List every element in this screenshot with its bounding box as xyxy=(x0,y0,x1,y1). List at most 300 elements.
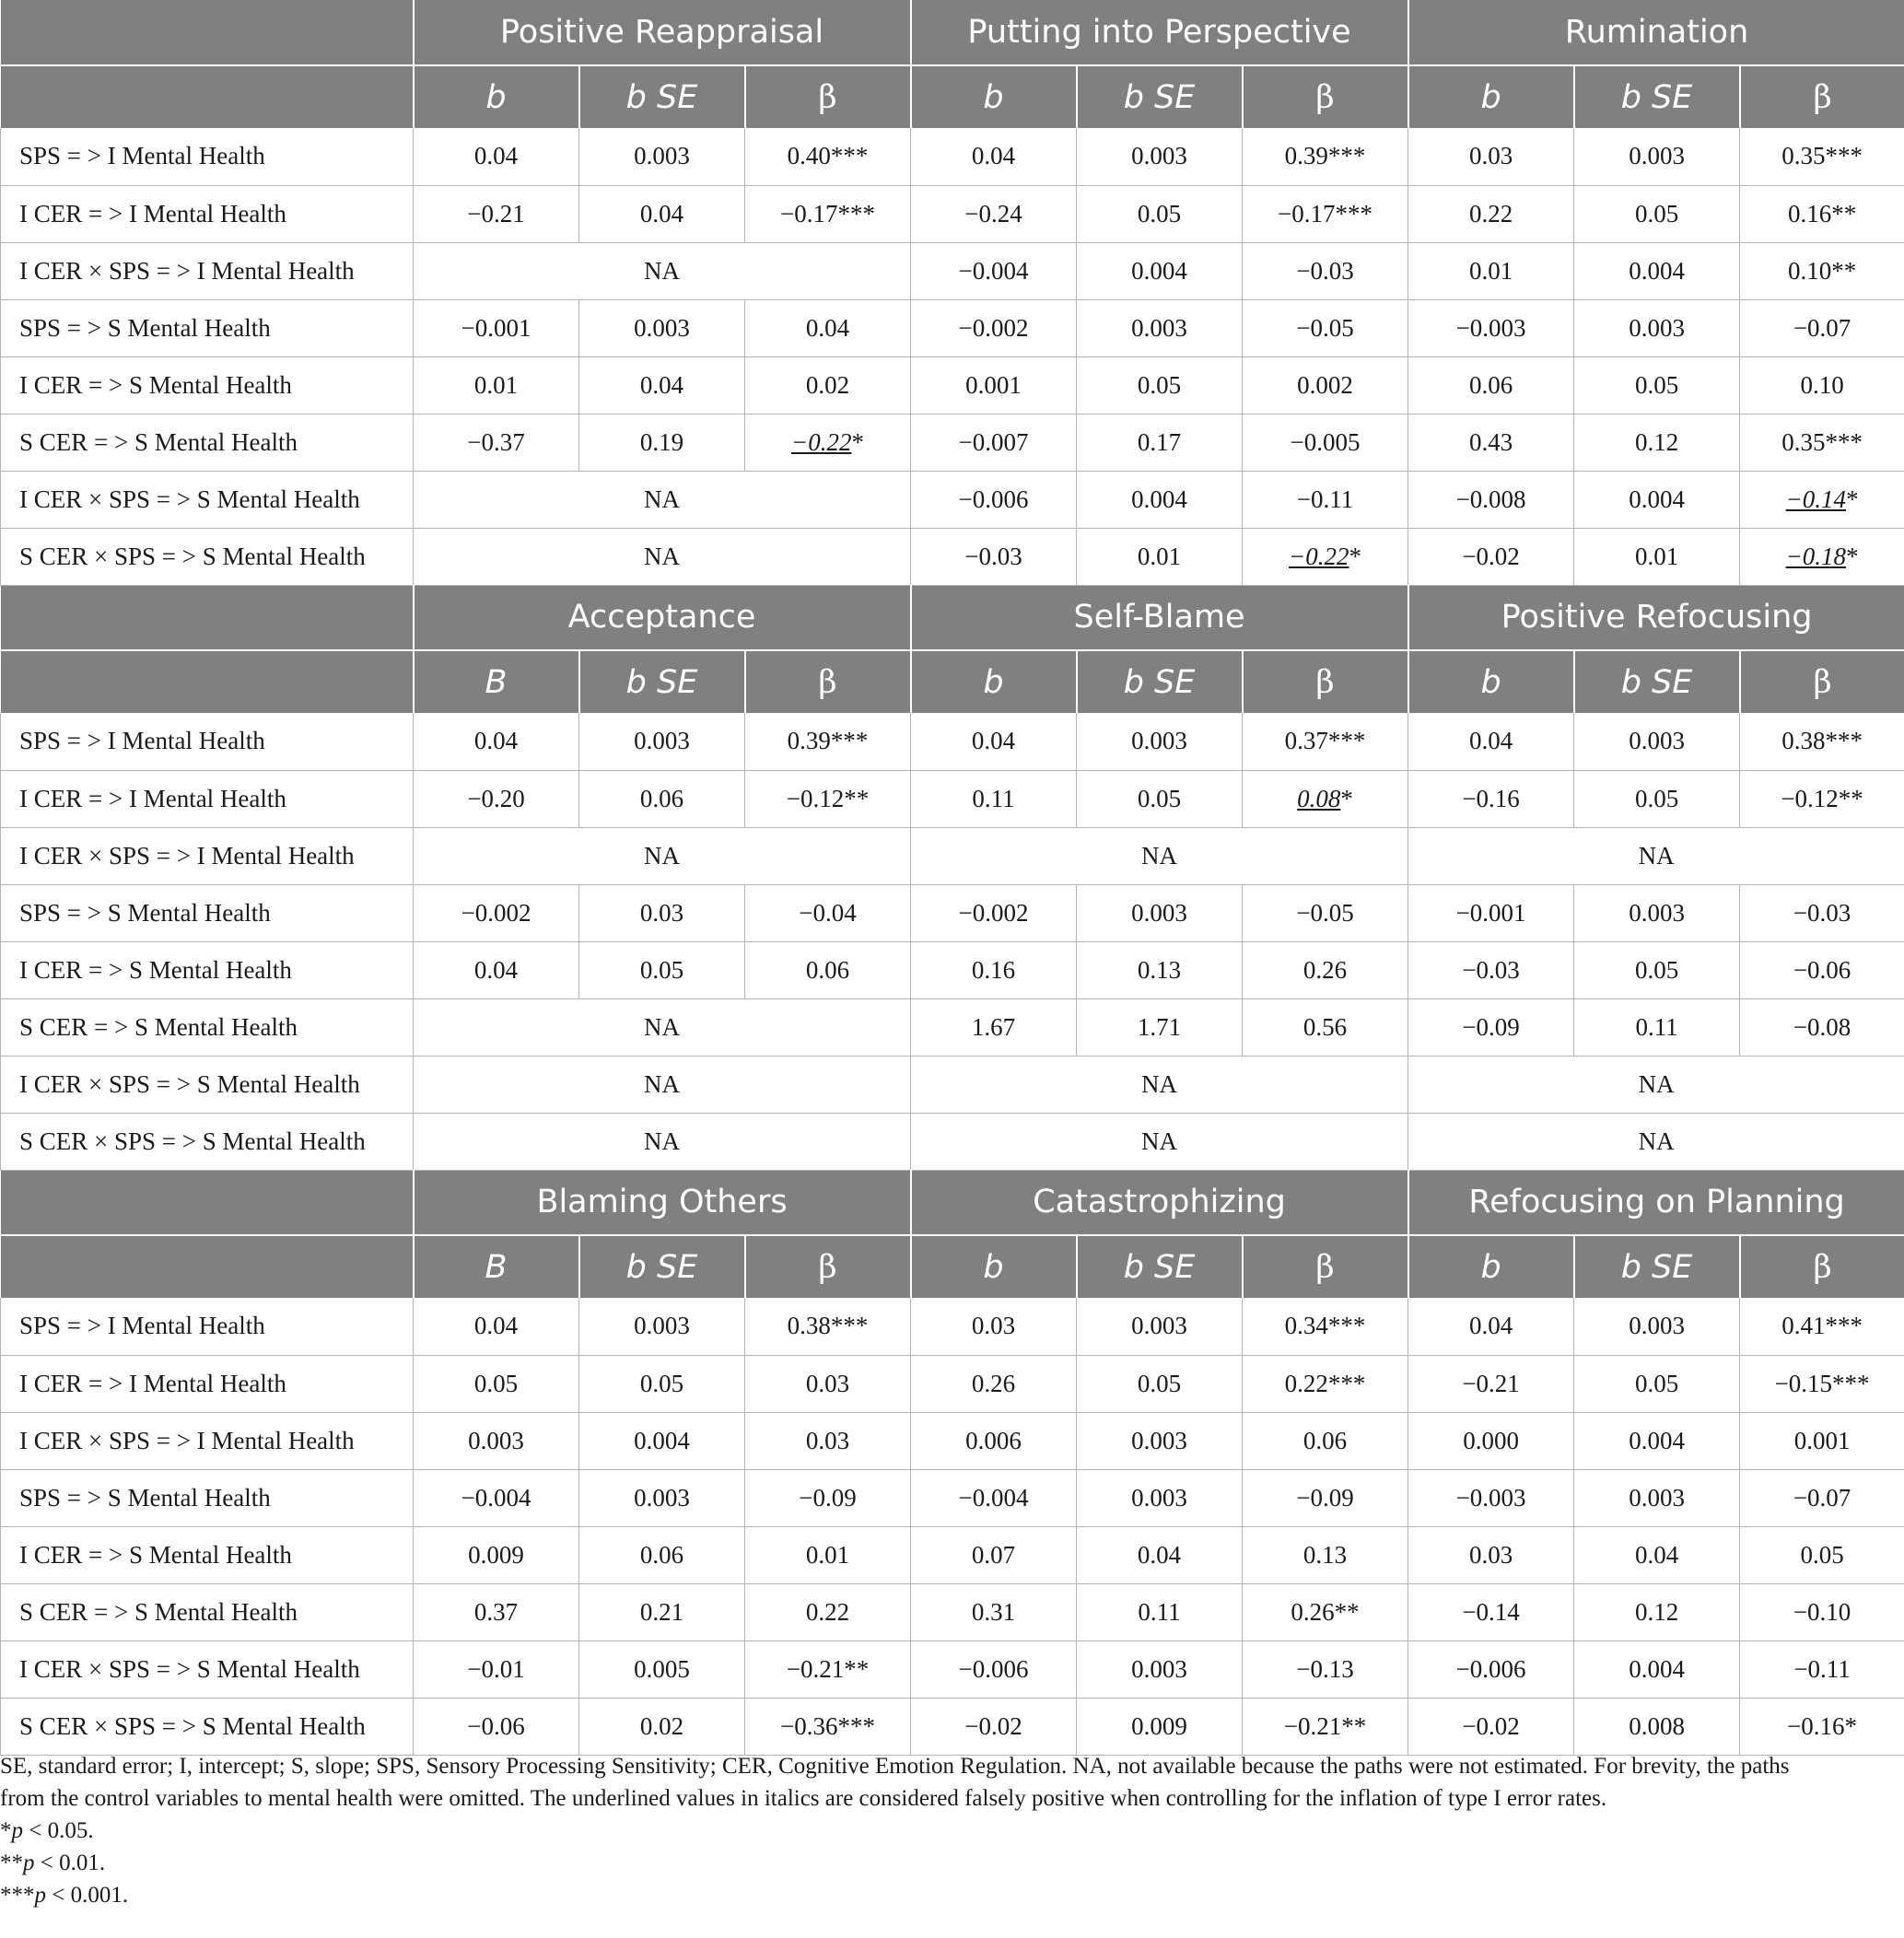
table-row xyxy=(1,242,1904,299)
se-cell: 0.05 xyxy=(1574,185,1740,242)
table-row xyxy=(1,1469,1904,1526)
path-label: S CER × SPS = > S Mental Health xyxy=(1,1698,414,1755)
beta-cell: 0.34*** xyxy=(1243,1298,1408,1355)
column-header-se: b SE xyxy=(1574,1235,1740,1298)
table-row xyxy=(1,471,1904,528)
column-header-beta: β xyxy=(1243,65,1408,128)
se-cell: 0.05 xyxy=(1574,1355,1740,1412)
beta-cell-false-positive xyxy=(1740,471,1904,528)
beta-cell: −0.04 xyxy=(745,884,911,941)
beta-cell: 0.26** xyxy=(1243,1583,1408,1640)
beta-cell: 0.06 xyxy=(1243,1412,1408,1469)
beta-cell: −0.07 xyxy=(1740,1469,1904,1526)
column-header-coef: b xyxy=(911,1235,1077,1298)
beta-cell: 0.06 xyxy=(745,941,911,998)
table-row xyxy=(1,128,1904,185)
group-header-row xyxy=(1,0,1904,65)
beta-cell: −0.05 xyxy=(1243,884,1408,941)
beta-cell: 0.26 xyxy=(1243,941,1408,998)
beta-cell: 0.38*** xyxy=(1740,713,1904,770)
column-header-se: b SE xyxy=(579,65,745,128)
se-cell: 0.004 xyxy=(1077,242,1243,299)
table-row xyxy=(1,1298,1904,1355)
se-cell: 0.008 xyxy=(1574,1698,1740,1755)
se-cell: 0.04 xyxy=(579,185,745,242)
beta-cell: 0.002 xyxy=(1243,356,1408,414)
coef-cell: 0.04 xyxy=(1408,1298,1574,1355)
se-cell: 0.03 xyxy=(579,884,745,941)
table-row xyxy=(1,185,1904,242)
se-cell: 0.003 xyxy=(1574,1298,1740,1355)
beta-cell: 0.38*** xyxy=(745,1298,911,1355)
coef-cell: 0.04 xyxy=(1408,713,1574,770)
column-header-coef: b xyxy=(414,65,579,128)
coef-cell: −0.002 xyxy=(414,884,579,941)
se-cell: 0.06 xyxy=(579,1526,745,1583)
coef-cell: 0.06 xyxy=(1408,356,1574,414)
se-cell: 0.003 xyxy=(1077,1412,1243,1469)
se-cell: 0.004 xyxy=(579,1412,745,1469)
group-header: Rumination xyxy=(1408,0,1904,65)
column-header-se: b SE xyxy=(1574,650,1740,713)
coef-cell: −0.09 xyxy=(1408,998,1574,1056)
table-row xyxy=(1,1526,1904,1583)
path-label: S CER = > S Mental Health xyxy=(1,1583,414,1640)
table-row xyxy=(1,1056,1904,1113)
coef-cell: −0.004 xyxy=(911,1469,1077,1526)
table-row xyxy=(1,770,1904,827)
group-header-blank xyxy=(1,0,414,65)
coef-cell: 0.26 xyxy=(911,1355,1077,1412)
path-label: S CER = > S Mental Health xyxy=(1,998,414,1056)
se-cell: 0.003 xyxy=(579,1469,745,1526)
se-cell: 0.003 xyxy=(1077,1469,1243,1526)
sig-threshold: < 0.01. xyxy=(34,1850,106,1875)
se-cell: 0.003 xyxy=(579,128,745,185)
se-cell: 0.11 xyxy=(1574,998,1740,1056)
path-label: SPS = > S Mental Health xyxy=(1,299,414,356)
coef-cell: −0.001 xyxy=(1408,884,1574,941)
column-header-row xyxy=(1,1235,1904,1298)
column-header-row xyxy=(1,65,1904,128)
column-header-coef: B xyxy=(414,650,579,713)
coef-cell: −0.002 xyxy=(911,884,1077,941)
coef-cell: 0.04 xyxy=(414,128,579,185)
false-positive-value: 0.08 xyxy=(1297,784,1341,812)
beta-cell: 0.04 xyxy=(745,299,911,356)
coef-cell: −0.007 xyxy=(911,414,1077,471)
coef-cell: −0.01 xyxy=(414,1640,579,1698)
p-symbol: p xyxy=(11,1818,23,1843)
beta-cell: 0.05 xyxy=(1740,1526,1904,1583)
footnote-abbreviations-line2: from the control variables to mental health were omitted. The underlined values in italics are considered falsely positive when controlling for the inflation of type I error rates. xyxy=(0,1786,1607,1811)
column-header-coef: b xyxy=(1408,1235,1574,1298)
group-header-blank xyxy=(1,585,414,650)
footnote-sig-0001 xyxy=(0,1879,1904,1911)
path-label: I CER × SPS = > I Mental Health xyxy=(1,242,414,299)
coef-cell: 0.03 xyxy=(1408,1526,1574,1583)
table-row xyxy=(1,299,1904,356)
table-row xyxy=(1,1583,1904,1640)
se-cell: 0.003 xyxy=(1077,299,1243,356)
na-cell: NA xyxy=(414,471,911,528)
coef-cell: −0.002 xyxy=(911,299,1077,356)
table-row xyxy=(1,1355,1904,1412)
beta-cell: −0.08 xyxy=(1740,998,1904,1056)
se-cell: 0.13 xyxy=(1077,941,1243,998)
se-cell: 0.003 xyxy=(1574,884,1740,941)
column-header-row xyxy=(1,650,1904,713)
group-header: Catastrophizing xyxy=(911,1170,1408,1235)
coef-cell: −0.14 xyxy=(1408,1583,1574,1640)
column-header-blank xyxy=(1,65,414,128)
se-cell: 0.05 xyxy=(1077,356,1243,414)
path-label: I CER × SPS = > I Mental Health xyxy=(1,1412,414,1469)
group-header: Acceptance xyxy=(414,585,911,650)
beta-cell: −0.09 xyxy=(745,1469,911,1526)
coef-cell: −0.003 xyxy=(1408,1469,1574,1526)
column-header-beta: β xyxy=(745,650,911,713)
coef-cell: 0.03 xyxy=(1408,128,1574,185)
coef-cell: −0.006 xyxy=(911,1640,1077,1698)
path-label: SPS = > I Mental Health xyxy=(1,1298,414,1355)
na-cell: NA xyxy=(414,528,911,585)
beta-cell: −0.10 xyxy=(1740,1583,1904,1640)
coef-cell: 0.04 xyxy=(414,1298,579,1355)
na-cell: NA xyxy=(1408,1113,1904,1170)
se-cell: 0.003 xyxy=(1077,884,1243,941)
se-cell: 0.04 xyxy=(1077,1526,1243,1583)
se-cell: 0.003 xyxy=(1574,1469,1740,1526)
beta-cell: 0.02 xyxy=(745,356,911,414)
significance-marker: * xyxy=(1349,542,1362,570)
beta-cell: 0.01 xyxy=(745,1526,911,1583)
coef-cell: 0.04 xyxy=(414,713,579,770)
table-row xyxy=(1,884,1904,941)
se-cell: 0.05 xyxy=(1077,185,1243,242)
significance-marker: * xyxy=(1846,484,1859,513)
path-label: I CER × SPS = > S Mental Health xyxy=(1,471,414,528)
group-header-row xyxy=(1,585,1904,650)
table-row xyxy=(1,1640,1904,1698)
na-cell: NA xyxy=(414,1056,911,1113)
beta-cell: −0.13 xyxy=(1243,1640,1408,1698)
se-cell: 0.004 xyxy=(1574,242,1740,299)
se-cell: 0.05 xyxy=(1574,770,1740,827)
se-cell: 0.003 xyxy=(1077,1640,1243,1698)
se-cell: 0.05 xyxy=(579,1355,745,1412)
coef-cell: −0.004 xyxy=(911,242,1077,299)
se-cell: 0.21 xyxy=(579,1583,745,1640)
table-row xyxy=(1,998,1904,1056)
column-header-beta: β xyxy=(1740,650,1904,713)
coef-cell: 0.006 xyxy=(911,1412,1077,1469)
beta-cell: −0.15*** xyxy=(1740,1355,1904,1412)
coef-cell: −0.02 xyxy=(911,1698,1077,1755)
se-cell: 0.003 xyxy=(1574,299,1740,356)
se-cell: 0.005 xyxy=(579,1640,745,1698)
footnote-sig-001 xyxy=(0,1847,1904,1879)
beta-cell: 0.56 xyxy=(1243,998,1408,1056)
coef-cell: 0.37 xyxy=(414,1583,579,1640)
beta-cell: 0.35*** xyxy=(1740,414,1904,471)
na-cell: NA xyxy=(911,827,1408,884)
coef-cell: 0.16 xyxy=(911,941,1077,998)
table-row xyxy=(1,1412,1904,1469)
path-label: SPS = > I Mental Health xyxy=(1,713,414,770)
se-cell: 0.12 xyxy=(1574,1583,1740,1640)
na-cell: NA xyxy=(414,827,911,884)
beta-cell: −0.005 xyxy=(1243,414,1408,471)
column-header-coef: B xyxy=(414,1235,579,1298)
path-label: S CER = > S Mental Health xyxy=(1,414,414,471)
sig-threshold: < 0.001. xyxy=(46,1883,129,1908)
na-cell: NA xyxy=(1408,827,1904,884)
se-cell: 0.06 xyxy=(579,770,745,827)
se-cell: 0.01 xyxy=(1077,528,1243,585)
path-label: I CER = > I Mental Health xyxy=(1,185,414,242)
beta-cell: −0.21** xyxy=(1243,1698,1408,1755)
column-header-beta: β xyxy=(1740,65,1904,128)
coef-cell: 0.000 xyxy=(1408,1412,1574,1469)
column-header-coef: b xyxy=(1408,65,1574,128)
beta-cell: 0.22*** xyxy=(1243,1355,1408,1412)
coef-cell: 0.01 xyxy=(1408,242,1574,299)
na-cell: NA xyxy=(1408,1056,1904,1113)
table-row xyxy=(1,941,1904,998)
coef-cell: 0.43 xyxy=(1408,414,1574,471)
beta-cell: 0.37*** xyxy=(1243,713,1408,770)
coef-cell: 0.009 xyxy=(414,1526,579,1583)
coef-cell: 0.04 xyxy=(911,128,1077,185)
column-header-se: b SE xyxy=(1077,1235,1243,1298)
beta-cell: 0.41*** xyxy=(1740,1298,1904,1355)
coef-cell: −0.20 xyxy=(414,770,579,827)
column-header-coef: b xyxy=(911,650,1077,713)
path-label: I CER = > S Mental Health xyxy=(1,356,414,414)
coef-cell: 0.05 xyxy=(414,1355,579,1412)
table-row xyxy=(1,414,1904,471)
beta-cell: −0.12** xyxy=(1740,770,1904,827)
table-row xyxy=(1,1698,1904,1755)
path-label: SPS = > I Mental Health xyxy=(1,128,414,185)
coef-cell: −0.008 xyxy=(1408,471,1574,528)
beta-cell: −0.03 xyxy=(1740,884,1904,941)
path-label: I CER = > S Mental Health xyxy=(1,1526,414,1583)
group-header-row xyxy=(1,1170,1904,1235)
beta-cell: −0.11 xyxy=(1740,1640,1904,1698)
significance-marker: * xyxy=(1846,542,1859,570)
coef-cell: 0.04 xyxy=(414,941,579,998)
beta-cell: 0.10 xyxy=(1740,356,1904,414)
beta-cell: −0.17*** xyxy=(745,185,911,242)
se-cell: 0.05 xyxy=(1574,941,1740,998)
beta-cell: 0.39*** xyxy=(745,713,911,770)
group-header: Self-Blame xyxy=(911,585,1408,650)
sig-threshold: < 0.05. xyxy=(23,1818,94,1843)
group-header: Positive Reappraisal xyxy=(414,0,911,65)
se-cell: 0.003 xyxy=(1077,1298,1243,1355)
path-label: I CER = > I Mental Health xyxy=(1,770,414,827)
na-cell: NA xyxy=(911,1113,1408,1170)
column-header-coef: b xyxy=(1408,650,1574,713)
column-header-beta: β xyxy=(745,65,911,128)
se-cell: 0.01 xyxy=(1574,528,1740,585)
beta-cell: 0.001 xyxy=(1740,1412,1904,1469)
column-header-beta: β xyxy=(1740,1235,1904,1298)
significance-marker: * xyxy=(1340,784,1353,812)
se-cell: 0.003 xyxy=(579,299,745,356)
se-cell: 0.02 xyxy=(579,1698,745,1755)
column-header-se: b SE xyxy=(1574,65,1740,128)
se-cell: 0.04 xyxy=(1574,1526,1740,1583)
beta-cell: 0.13 xyxy=(1243,1526,1408,1583)
path-label: I CER = > I Mental Health xyxy=(1,1355,414,1412)
beta-cell: −0.12** xyxy=(745,770,911,827)
se-cell: 0.003 xyxy=(579,713,745,770)
column-header-beta: β xyxy=(1243,1235,1408,1298)
beta-cell: 0.35*** xyxy=(1740,128,1904,185)
beta-cell: −0.05 xyxy=(1243,299,1408,356)
beta-cell: −0.16* xyxy=(1740,1698,1904,1755)
coef-cell: −0.03 xyxy=(1408,941,1574,998)
beta-cell-false-positive xyxy=(1243,528,1408,585)
coef-cell: −0.02 xyxy=(1408,1698,1574,1755)
column-header-coef: b xyxy=(911,65,1077,128)
sig-marker: ** xyxy=(0,1850,23,1875)
beta-cell: 0.03 xyxy=(745,1412,911,1469)
false-positive-value: −0.18 xyxy=(1785,542,1847,570)
se-cell: 0.003 xyxy=(1574,713,1740,770)
se-cell: 0.19 xyxy=(579,414,745,471)
beta-cell: 0.16** xyxy=(1740,185,1904,242)
footnote-abbreviations-line1: SE, standard error; I, intercept; S, slope; SPS, Sensory Processing Sensitivity; CER, Cognitive Emotion Regulation. NA, not available because the paths were not estimated. For brevity, the paths xyxy=(0,1754,1790,1779)
se-cell: 0.05 xyxy=(1077,1355,1243,1412)
table-row xyxy=(1,356,1904,414)
se-cell: 0.05 xyxy=(579,941,745,998)
column-header-se: b SE xyxy=(1077,65,1243,128)
coef-cell: −0.02 xyxy=(1408,528,1574,585)
beta-cell: 0.39*** xyxy=(1243,128,1408,185)
path-label: I CER × SPS = > S Mental Health xyxy=(1,1056,414,1113)
coef-cell: 0.003 xyxy=(414,1412,579,1469)
p-symbol: p xyxy=(34,1883,46,1908)
table-row xyxy=(1,528,1904,585)
group-header-blank xyxy=(1,1170,414,1235)
na-cell: NA xyxy=(911,1056,1408,1113)
coef-cell: −0.006 xyxy=(911,471,1077,528)
coef-cell: 0.001 xyxy=(911,356,1077,414)
column-header-beta: β xyxy=(1243,650,1408,713)
column-header-blank xyxy=(1,1235,414,1298)
p-symbol: p xyxy=(23,1850,35,1875)
column-header-se: b SE xyxy=(579,650,745,713)
column-header-beta: β xyxy=(745,1235,911,1298)
se-cell: 0.04 xyxy=(579,356,745,414)
column-header-se: b SE xyxy=(1077,650,1243,713)
se-cell: 1.71 xyxy=(1077,998,1243,1056)
group-header: Refocusing on Planning xyxy=(1408,1170,1904,1235)
beta-cell: −0.17*** xyxy=(1243,185,1408,242)
table-row xyxy=(1,827,1904,884)
se-cell: 0.11 xyxy=(1077,1583,1243,1640)
se-cell: 0.05 xyxy=(1574,356,1740,414)
column-header-se: b SE xyxy=(579,1235,745,1298)
column-header-blank xyxy=(1,650,414,713)
beta-cell-false-positive xyxy=(1243,770,1408,827)
coef-cell: −0.37 xyxy=(414,414,579,471)
false-positive-value: −0.14 xyxy=(1785,484,1847,513)
beta-cell: −0.06 xyxy=(1740,941,1904,998)
beta-cell: −0.36*** xyxy=(745,1698,911,1755)
path-label: S CER × SPS = > S Mental Health xyxy=(1,1113,414,1170)
beta-cell: 0.03 xyxy=(745,1355,911,1412)
coef-cell: −0.003 xyxy=(1408,299,1574,356)
coef-cell: −0.004 xyxy=(414,1469,579,1526)
coef-cell: 0.22 xyxy=(1408,185,1574,242)
path-label: SPS = > S Mental Health xyxy=(1,884,414,941)
se-cell: 0.17 xyxy=(1077,414,1243,471)
se-cell: 0.003 xyxy=(1077,713,1243,770)
path-label: SPS = > S Mental Health xyxy=(1,1469,414,1526)
se-cell: 0.12 xyxy=(1574,414,1740,471)
table-row xyxy=(1,1113,1904,1170)
coef-cell: −0.03 xyxy=(911,528,1077,585)
coef-cell: −0.001 xyxy=(414,299,579,356)
coef-cell: 0.31 xyxy=(911,1583,1077,1640)
path-label: I CER × SPS = > S Mental Health xyxy=(1,1640,414,1698)
se-cell: 0.004 xyxy=(1077,471,1243,528)
beta-cell: −0.09 xyxy=(1243,1469,1408,1526)
sig-marker: * xyxy=(0,1818,12,1843)
se-cell: 0.003 xyxy=(1574,128,1740,185)
table-row xyxy=(1,713,1904,770)
group-header: Positive Refocusing xyxy=(1408,585,1904,650)
coef-cell: −0.16 xyxy=(1408,770,1574,827)
coef-cell: 0.01 xyxy=(414,356,579,414)
group-header: Putting into Perspective xyxy=(911,0,1408,65)
se-cell: 0.009 xyxy=(1077,1698,1243,1755)
se-cell: 0.003 xyxy=(1077,128,1243,185)
beta-cell: −0.11 xyxy=(1243,471,1408,528)
na-cell: NA xyxy=(414,998,911,1056)
coef-cell: −0.24 xyxy=(911,185,1077,242)
se-cell: 0.05 xyxy=(1077,770,1243,827)
se-cell: 0.004 xyxy=(1574,1640,1740,1698)
significance-marker: * xyxy=(851,427,864,456)
path-label: S CER × SPS = > S Mental Health xyxy=(1,528,414,585)
beta-cell: −0.03 xyxy=(1243,242,1408,299)
se-cell: 0.003 xyxy=(579,1298,745,1355)
beta-cell: 0.10** xyxy=(1740,242,1904,299)
beta-cell: −0.07 xyxy=(1740,299,1904,356)
table-footnotes xyxy=(0,1750,1904,1911)
coef-cell: −0.006 xyxy=(1408,1640,1574,1698)
coef-cell: −0.21 xyxy=(414,185,579,242)
beta-cell: −0.21** xyxy=(745,1640,911,1698)
se-cell: 0.004 xyxy=(1574,471,1740,528)
beta-cell-false-positive xyxy=(1740,528,1904,585)
group-header: Blaming Others xyxy=(414,1170,911,1235)
false-positive-value: −0.22 xyxy=(1289,542,1349,570)
coef-cell: 0.03 xyxy=(911,1298,1077,1355)
beta-cell: 0.22 xyxy=(745,1583,911,1640)
coef-cell: 0.04 xyxy=(911,713,1077,770)
path-label: I CER = > S Mental Health xyxy=(1,941,414,998)
footnote-sig-005 xyxy=(0,1815,1904,1847)
coef-cell: 0.11 xyxy=(911,770,1077,827)
path-label: I CER × SPS = > I Mental Health xyxy=(1,827,414,884)
